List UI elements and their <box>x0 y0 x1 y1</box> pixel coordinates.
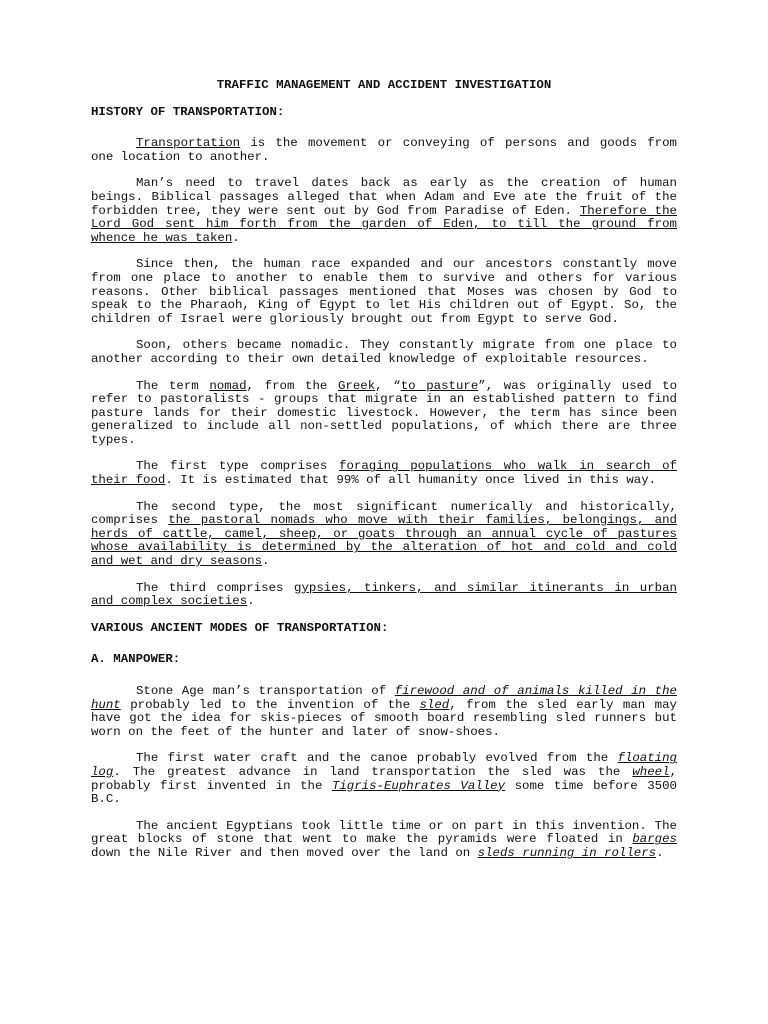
emphasized-term: barges <box>632 832 677 847</box>
section-heading-manpower: A. MANPOWER: <box>91 652 181 667</box>
section-heading-ancient-modes: VARIOUS ANCIENT MODES OF TRANSPORTATION: <box>91 620 389 635</box>
document-title: TRAFFIC MANAGEMENT AND ACCIDENT INVESTIGATION <box>216 78 552 92</box>
emphasized-term: Tigris-Euphrates Valley <box>331 778 506 793</box>
paragraph-transportation-definition: Transportation is the movement or conveying of persons and goods from one location to another. <box>91 136 677 164</box>
paragraph-first-type: The first type comprises foraging populations who walk in search of their food. It is estimated that 99% of all humanity once lived in this way. <box>91 459 677 488</box>
underlined-term: nomad <box>209 378 247 393</box>
underlined-phrase: gypsies, tinkers, and similar itinerants in urban and complex societies <box>91 580 677 609</box>
section-heading-history: HISTORY OF TRANSPORTATION: <box>91 104 285 119</box>
underlined-quote: Therefore the Lord God sent him forth from the garden of Eden, to till the ground from whence he was taken <box>91 203 677 245</box>
document-body <box>91 79 677 874</box>
paragraph-egyptians: The ancient Egyptians took little time or on part in this invention. The great blocks of stone that went to make the pyramids were floated in barges down the Nile River and then moved over the land on sleds running in rollers. <box>91 818 677 860</box>
underlined-term: Transportation <box>136 136 241 151</box>
paragraph-third-type: The third comprises gypsies, tinkers, and similar itinerants in urban and complex societies. <box>91 580 677 609</box>
underlined-term: Greek <box>337 378 376 393</box>
underlined-term: to pasture <box>400 378 479 393</box>
paragraph-stone-age: Stone Age man’s transportation of firewood and of animals killed in the hunt probably led to the invention of the sled, from the sled early man may have got the idea for skis-pieces of smooth board resembling sled runners but worn on the feet of the hunter and later of snow-shoes. <box>91 684 677 739</box>
underlined-phrase: foraging populations who walk in search of their food <box>91 459 677 488</box>
underlined-phrase: the pastoral nomads who move with their families, belongings, and herds of cattle, camel, sheep, or goats through an annual cycle of pastures whose availability is determined by the alteration of hot and cold and cold and wet and dry seasons <box>91 513 677 569</box>
paragraph-since-then: Since then, the human race expanded and our ancestors constantly move from one place to another to enable them to survive and others for various reasons. Other biblical passages mentioned that Moses was chosen by God to speak to the Pharaoh, King of Egypt to let His children out of Egypt. So, the children of Israel were gloriously brought out from Egypt to serve God. <box>91 257 677 326</box>
paragraph-mans-need: Man’s need to travel dates back as early as the creation of human beings. Biblical passages alleged that when Adam and Eve ate the fruit of the forbidden tree, they were sent out by God from Paradise of Eden. Therefore the Lord God sent him forth from the garden of Eden, to till the ground from whence he was taken. <box>91 176 677 245</box>
paragraph-water-craft: The first water craft and the canoe probably evolved from the floating log. The greatest advance in land transportation the sled was the wheel, probably first invented in the Tigris-Euphrates Valley some time before 3500 B.C. <box>91 751 677 807</box>
emphasized-term: sled <box>419 697 450 712</box>
emphasized-phrase: firewood and of animals killed in the hunt <box>91 684 677 712</box>
emphasized-term: wheel <box>632 764 670 779</box>
emphasized-phrase: sleds running in rollers <box>477 845 657 860</box>
paragraph-nomad-term: The term nomad, from the Greek, “to pasture”, was originally used to refer to pastoralists - groups that migrate in an established pattern to find pasture lands for their domestic livestock. However, the term has since been generalized to include all non-settled populations, of which there are three types. <box>91 378 678 447</box>
paragraph-second-type: The second type, the most significant numerically and historically, comprises the pastoral nomads who move with their families, belongings, and herds of cattle, camel, sheep, or goats through an annual cycle of pastures whose availability is determined by the alteration of hot and cold and cold and wet and dry seasons. <box>91 499 677 569</box>
emphasized-term: floating log <box>91 751 677 779</box>
paragraph-nomadic: Soon, others became nomadic. They constantly migrate from one place to another according to their own detailed knowledge of exploitable resources. <box>91 338 677 366</box>
